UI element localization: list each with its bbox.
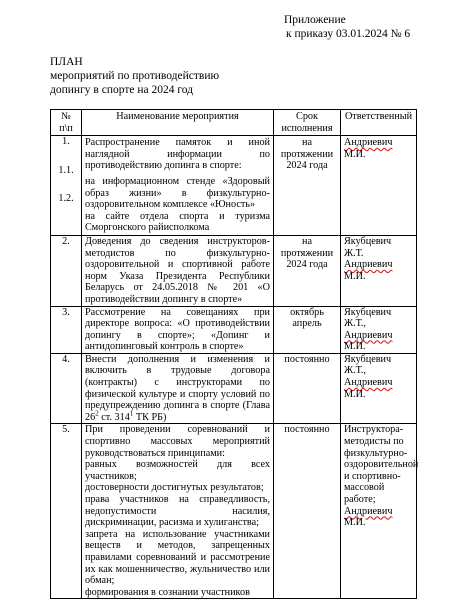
appendix-line1: Приложение (284, 14, 346, 26)
table-row (51, 235, 417, 306)
row-resp: Якубцевич Ж.Т. Андриевич М.И. (341, 235, 417, 306)
header-name: Наименование мероприятия (82, 110, 274, 136)
row-num: 5. (51, 424, 82, 599)
appendix-note (284, 13, 410, 41)
plan-subtitle-line1: мероприятий по противодействию (50, 70, 220, 82)
measures-table (50, 109, 417, 599)
appendix-line2: к приказу 03.01.2024 № 6 (286, 28, 411, 40)
row-name: Рассмотрение на совещаниях при директоре вопроса: «О противодействии допингу в спорте»; «Допинг и антидопинговый контроль в спорте» (82, 306, 274, 353)
table-row (51, 424, 417, 599)
row-name: Распространение памяток и иной наглядной информации по противодействию допинга в спорте: на информационном стенде «Здоровый образ жизни» в физкультурно-оздоровительном комплексе «Юность» на сайте отдела спорта и туризма Сморгонского райисполкома (82, 136, 274, 236)
row-name: Доведения до сведения инструкторов-методистов по физкультурно-оздоровительной и спортивной работе норм Указа Президента Республики Беларусь от 24.05.2018 № 201 «О противодействии допингу в спорте» (82, 235, 274, 306)
row-name: При проведении соревнований и спортивно массовых мероприятий руководствоваться принципами: равных возможностей для всех участников; достоверности достигнутых результатов; права участников на справедливость, недопустимости насилия, дискриминации, расизма и хулиганства; запрета на использование участниками веществ и методов, запрещенных правилами соревнований и рассмотрение их как мошенничество, жульничество или обман; формирования в сознании участников (82, 424, 274, 599)
table-row (51, 136, 417, 236)
header-term: Срок исполнения (274, 110, 341, 136)
header-resp: Ответственный (341, 110, 417, 136)
row-term: октябрь апрель (274, 306, 341, 353)
row-num: 3. (51, 306, 82, 353)
row-term: на протяжении 2024 года (274, 136, 341, 236)
row-term: на протяжении 2024 года (274, 235, 341, 306)
plan-heading (50, 55, 219, 97)
table-row (51, 306, 417, 353)
row-num: 2. (51, 235, 82, 306)
row-term: постоянно (274, 424, 341, 599)
row-resp: Якубцевич Ж.Т., Андриевич М.И. (341, 306, 417, 353)
plan-title: ПЛАН (50, 56, 83, 68)
row-num: 4. (51, 353, 82, 424)
table-row (51, 353, 417, 424)
plan-subtitle-line2: допингу в спорте на 2024 год (50, 84, 194, 96)
table-header-row (51, 110, 417, 136)
row-resp: Инструктора-методисты по физкультурно-оздоровительной и спортивно-массовой работе; Андриевич М.И. (341, 424, 417, 599)
header-num: № п\п (51, 110, 82, 136)
row-resp: Андриевич М.И. (341, 136, 417, 236)
row-num: 1. 1.1. 1.2. (51, 136, 82, 236)
row-term: постоянно (274, 353, 341, 424)
row-name: Внести дополнения и изменения и включить в трудовые договора (контракты) с инструкторами по физической культуре и спорту условий по предупреждению допинга в спорте (Глава $26^2$ ст. $314^1$ ТК РБ) (82, 353, 274, 424)
row-resp: Якубцевич Ж.Т., Андриевич М.И. (341, 353, 417, 424)
